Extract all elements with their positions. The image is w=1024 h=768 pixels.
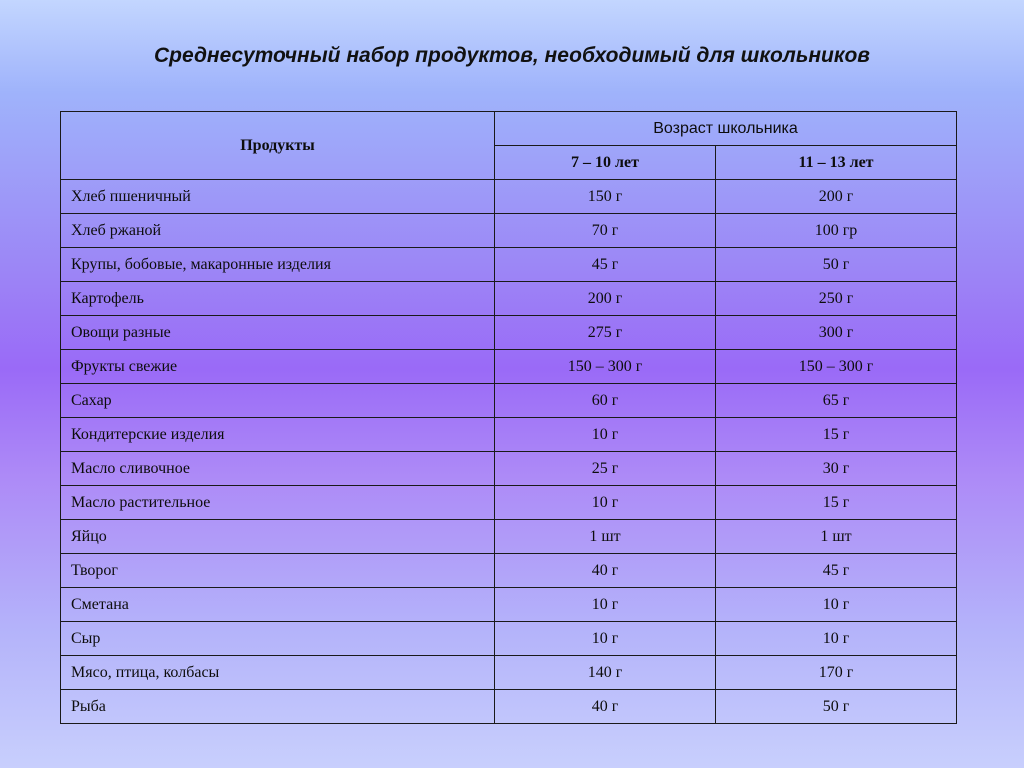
amount-11-13-cell: 10 г [716,622,957,656]
age-11-13-header: 11 – 13 лет [716,146,957,180]
table-row [61,214,957,248]
amount-11-13-cell: 45 г [716,554,957,588]
table-row [61,656,957,690]
table-row [61,452,957,486]
product-column-header: Продукты [61,112,495,180]
page-title: Среднесуточный набор продуктов, необходимый для школьников [154,44,870,67]
product-cell: Рыба [61,690,495,724]
amount-11-13-cell: 150 – 300 г [716,350,957,384]
product-cell: Творог [61,554,495,588]
table-row [61,622,957,656]
amount-11-13-cell: 200 г [716,180,957,214]
product-cell: Мясо, птица, колбасы [61,656,495,690]
amount-11-13-cell: 30 г [716,452,957,486]
age-7-10-header: 7 – 10 лет [495,146,716,180]
table-row [61,316,957,350]
product-cell: Овощи разные [61,316,495,350]
age-group-header: Возраст школьника [495,112,957,146]
amount-7-10-cell: 25 г [495,452,716,486]
table-row [61,350,957,384]
product-cell: Сыр [61,622,495,656]
amount-7-10-cell: 10 г [495,588,716,622]
amount-7-10-cell: 200 г [495,282,716,316]
amount-11-13-cell: 50 г [716,248,957,282]
amount-7-10-cell: 40 г [495,554,716,588]
table-row [61,520,957,554]
amount-7-10-cell: 60 г [495,384,716,418]
amount-7-10-cell: 70 г [495,214,716,248]
amount-11-13-cell: 300 г [716,316,957,350]
amount-11-13-cell: 100 гр [716,214,957,248]
table-row [61,384,957,418]
amount-11-13-cell: 10 г [716,588,957,622]
amount-7-10-cell: 140 г [495,656,716,690]
amount-7-10-cell: 150 г [495,180,716,214]
product-cell: Сахар [61,384,495,418]
product-cell: Хлеб пшеничный [61,180,495,214]
amount-11-13-cell: 250 г [716,282,957,316]
table-row [61,486,957,520]
product-cell: Масло сливочное [61,452,495,486]
amount-7-10-cell: 10 г [495,622,716,656]
food-table [60,111,957,724]
amount-11-13-cell: 170 г [716,656,957,690]
amount-7-10-cell: 10 г [495,418,716,452]
table-row [61,554,957,588]
amount-7-10-cell: 10 г [495,486,716,520]
amount-7-10-cell: 40 г [495,690,716,724]
table-body [61,180,957,724]
table-row [61,248,957,282]
amount-11-13-cell: 65 г [716,384,957,418]
amount-7-10-cell: 45 г [495,248,716,282]
product-cell: Кондитерские изделия [61,418,495,452]
table-row [61,418,957,452]
amount-11-13-cell: 15 г [716,418,957,452]
product-cell: Сметана [61,588,495,622]
product-cell: Хлеб ржаной [61,214,495,248]
amount-7-10-cell: 150 – 300 г [495,350,716,384]
table-row [61,690,957,724]
table-row [61,180,957,214]
table-row [61,588,957,622]
product-cell: Картофель [61,282,495,316]
table-header-row [61,112,957,146]
amount-11-13-cell: 1 шт [716,520,957,554]
amount-7-10-cell: 1 шт [495,520,716,554]
amount-11-13-cell: 50 г [716,690,957,724]
product-cell: Масло растительное [61,486,495,520]
amount-11-13-cell: 15 г [716,486,957,520]
amount-7-10-cell: 275 г [495,316,716,350]
table-row [61,282,957,316]
product-cell: Фрукты свежие [61,350,495,384]
product-cell: Яйцо [61,520,495,554]
product-cell: Крупы, бобовые, макаронные изделия [61,248,495,282]
